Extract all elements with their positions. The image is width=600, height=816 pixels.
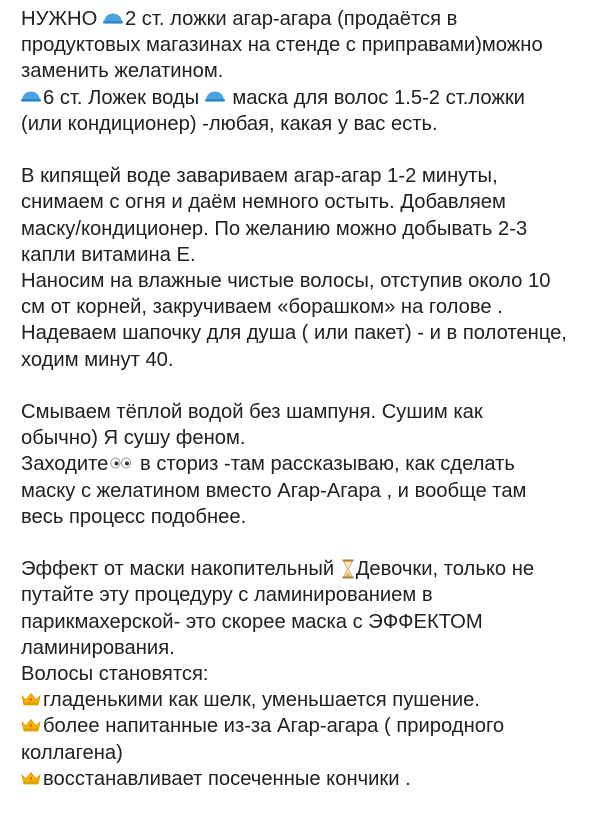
text-line <box>21 451 593 477</box>
crown-icon <box>21 771 41 785</box>
text-line: продуктовых магазинах на стенде с приправами)можно <box>21 34 543 57</box>
text-line <box>21 6 593 32</box>
text-line: см от корней, закручиваем «борашком» на голове . <box>21 296 503 319</box>
text-segment: восстанавливает посеченные кончики . <box>43 767 411 790</box>
paragraph-gap <box>21 373 593 399</box>
text-line: ходим минут 40. <box>21 348 174 371</box>
text-line: коллагена) <box>21 741 123 764</box>
text-line <box>21 766 593 792</box>
text-line: весь процесс подобнее. <box>21 505 247 528</box>
text-line: Надеваем шапочку для душа ( или пакет) - и в полотенце, <box>21 322 567 345</box>
rinse-paragraph <box>21 399 593 530</box>
text-segment: Девочки, только не <box>355 558 535 581</box>
eyes-icon <box>110 457 132 469</box>
text-line: парикмахерской- это скорее маска с ЭФФЕКТОМ <box>21 610 483 633</box>
post-text <box>21 6 593 792</box>
effect-paragraph <box>21 556 593 792</box>
text-line: заменить желатином. <box>21 60 224 83</box>
text-segment: более напитанные из-за Агар-агара ( природного <box>43 715 505 738</box>
text-segment: 2 ст. ложки агар-агара (продаётся в <box>124 8 458 30</box>
text-segment: в сториз -там рассказываю, как сделать <box>134 453 515 476</box>
paragraph-gap <box>21 137 593 163</box>
text-segment: НУЖНО <box>21 8 103 30</box>
text-line: маску/кондиционер. По желанию можно добывать 2-3 <box>21 217 528 240</box>
text-line: Наносим на влажные чистые волосы, отступив около 10 <box>21 270 551 293</box>
text-line: капли витамина Е. <box>21 243 196 266</box>
text-line: маску с желатином вместо Агар-Агара , и вообще там <box>21 479 527 502</box>
text-segment: маска для волос 1.5-2 ст.ложки <box>226 86 525 109</box>
text-segment: 6 ст. Ложек воды <box>43 86 205 109</box>
crown-icon <box>21 718 41 732</box>
paragraph-gap <box>21 530 593 556</box>
text-segment: гладенькими как шелк, уменьшается пушение. <box>43 689 480 712</box>
text-line <box>21 556 593 582</box>
text-line: (или кондиционер) -любая, какая у вас есть. <box>21 112 438 135</box>
text-line: обычно) Я сушу феном. <box>21 427 246 450</box>
crown-icon <box>21 692 41 706</box>
text-line: Смываем тёплой водой без шампуня. Сушим как <box>21 401 483 424</box>
text-line: путайте эту процедуру с ламинированием в <box>21 584 433 607</box>
blue-cap-icon <box>205 90 225 102</box>
blue-cap-icon <box>103 12 123 24</box>
ingredients-paragraph <box>21 6 593 137</box>
text-line: Волосы становятся: <box>21 663 209 686</box>
text-line: В кипящей воде завариваем агар-агар 1-2 минуты, <box>21 165 498 188</box>
text-segment: Эффект от маски накопительный <box>21 558 340 581</box>
text-line <box>21 85 593 111</box>
blue-cap-icon <box>21 90 41 102</box>
text-line <box>21 687 593 713</box>
hourglass-icon <box>342 559 354 579</box>
text-line <box>21 713 593 739</box>
text-line: ламинирования. <box>21 636 175 659</box>
text-segment: Заходите <box>21 453 109 476</box>
text-line: снимаем с огня и даём немного остыть. Добавляем <box>21 191 506 214</box>
method-paragraph <box>21 163 593 373</box>
